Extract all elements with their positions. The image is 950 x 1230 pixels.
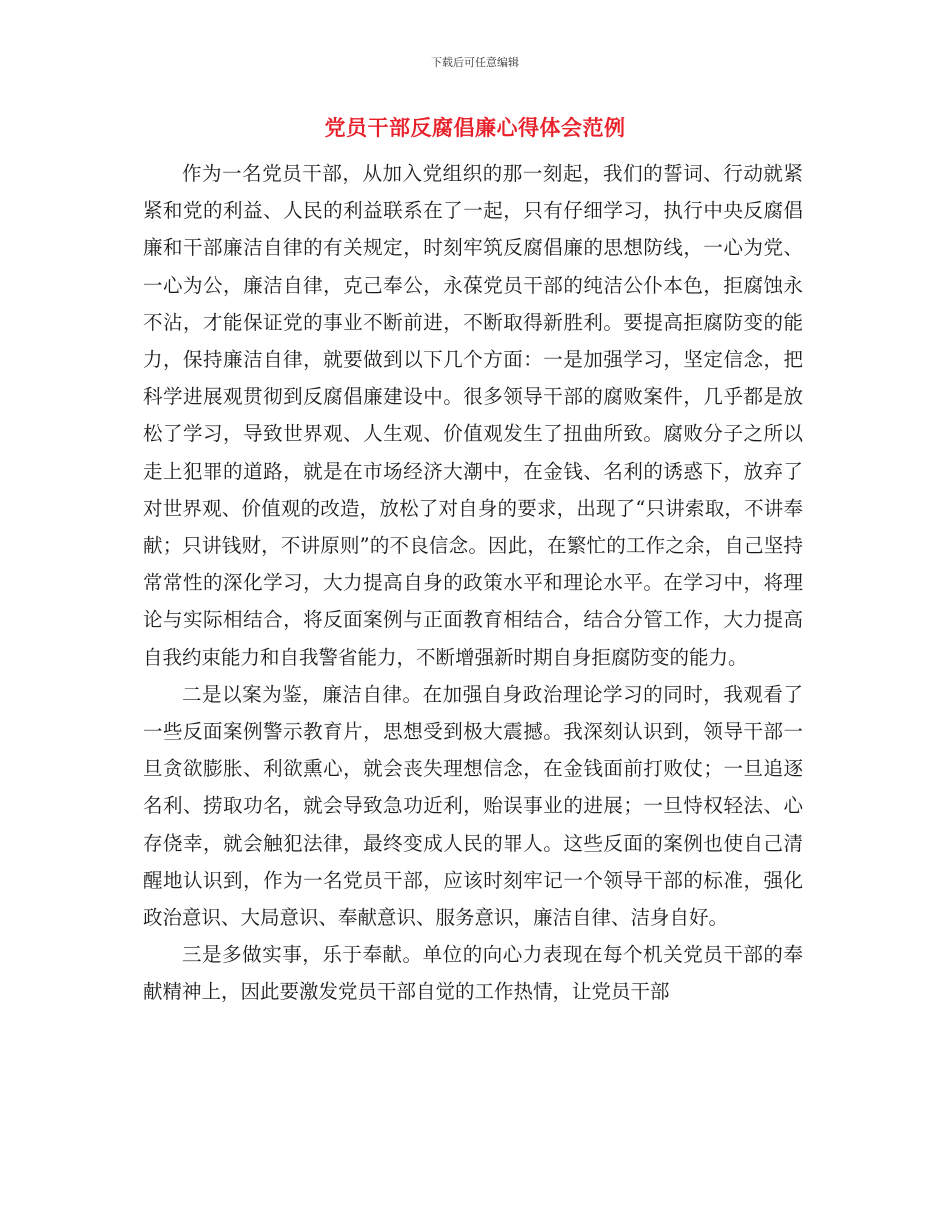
- document-body: [143, 155, 803, 1011]
- document-title: 党员干部反腐倡廉心得体会范例: [324, 116, 626, 140]
- paragraph-2: 二是以案为鉴，廉洁自律。在加强自身政治理论学习的同时，我观看了一些反面案例警示教育片，思想受到极大震撼。我深刻认识到，领导干部一旦贪欲膨胀、利欲熏心，就会丧失理想信念，在金钱面前打败仗；一旦追逐名利、捞取功名，就会导致急功近利，贻误事业的进展；一旦恃权轻法、心存侥幸，就会触犯法律，最终变成人民的罪人。这些反面的案例也使自己清醒地认识到，作为一名党员干部，应该时刻牢记一个领导干部的标准，强化政治意识、大局意识、奉献意识、服务意识，廉洁自律、洁身自好。: [143, 682, 803, 930]
- paragraph-3: 三是多做实事，乐于奉献。单位的向心力表现在每个机关党员干部的奉献精神上，因此要激发党员干部自觉的工作热情，让党员干部: [143, 943, 803, 1004]
- paragraph-1: 作为一名党员干部，从加入党组织的那一刻起，我们的誓词、行动就紧紧和党的利益、人民的利益联系在了一起，只有仔细学习，执行中央反腐倡廉和干部廉洁自律的有关规定，时刻牢筑反腐倡廉的思想防线，一心为党、一心为公，廉洁自律，克己奉公，永葆党员干部的纯洁公仆本色，拒腐蚀永不沾，才能保证党的事业不断前进，不断取得新胜利。要提高拒腐防变的能力，保持廉洁自律，就要做到以下几个方面：一是加强学习，坚定信念，把科学进展观贯彻到反腐倡廉建设中。很多领导干部的腐败案件，几乎都是放松了学习，导致世界观、人生观、价值观发生了扭曲所致。腐败分子之所以走上犯罪的道路，就是在市场经济大潮中，在金钱、名利的诱惑下，放弃了对世界观、价值观的改造，放松了对自身的要求，出现了“只讲索取，不讲奉献；只讲钱财，不讲原则”的不良信念。因此，在繁忙的工作之余，自己坚持常常性的深化学习，大力提高自身的政策水平和理论水平。在学习中，将理论与实际相结合，将反面案例与正面教育相结合，结合分管工作，大力提高自我约束能力和自我警省能力，不断增强新时期自身拒腐防变的能力。: [143, 162, 803, 669]
- header-note: 下载后可任意编辑: [431, 56, 519, 69]
